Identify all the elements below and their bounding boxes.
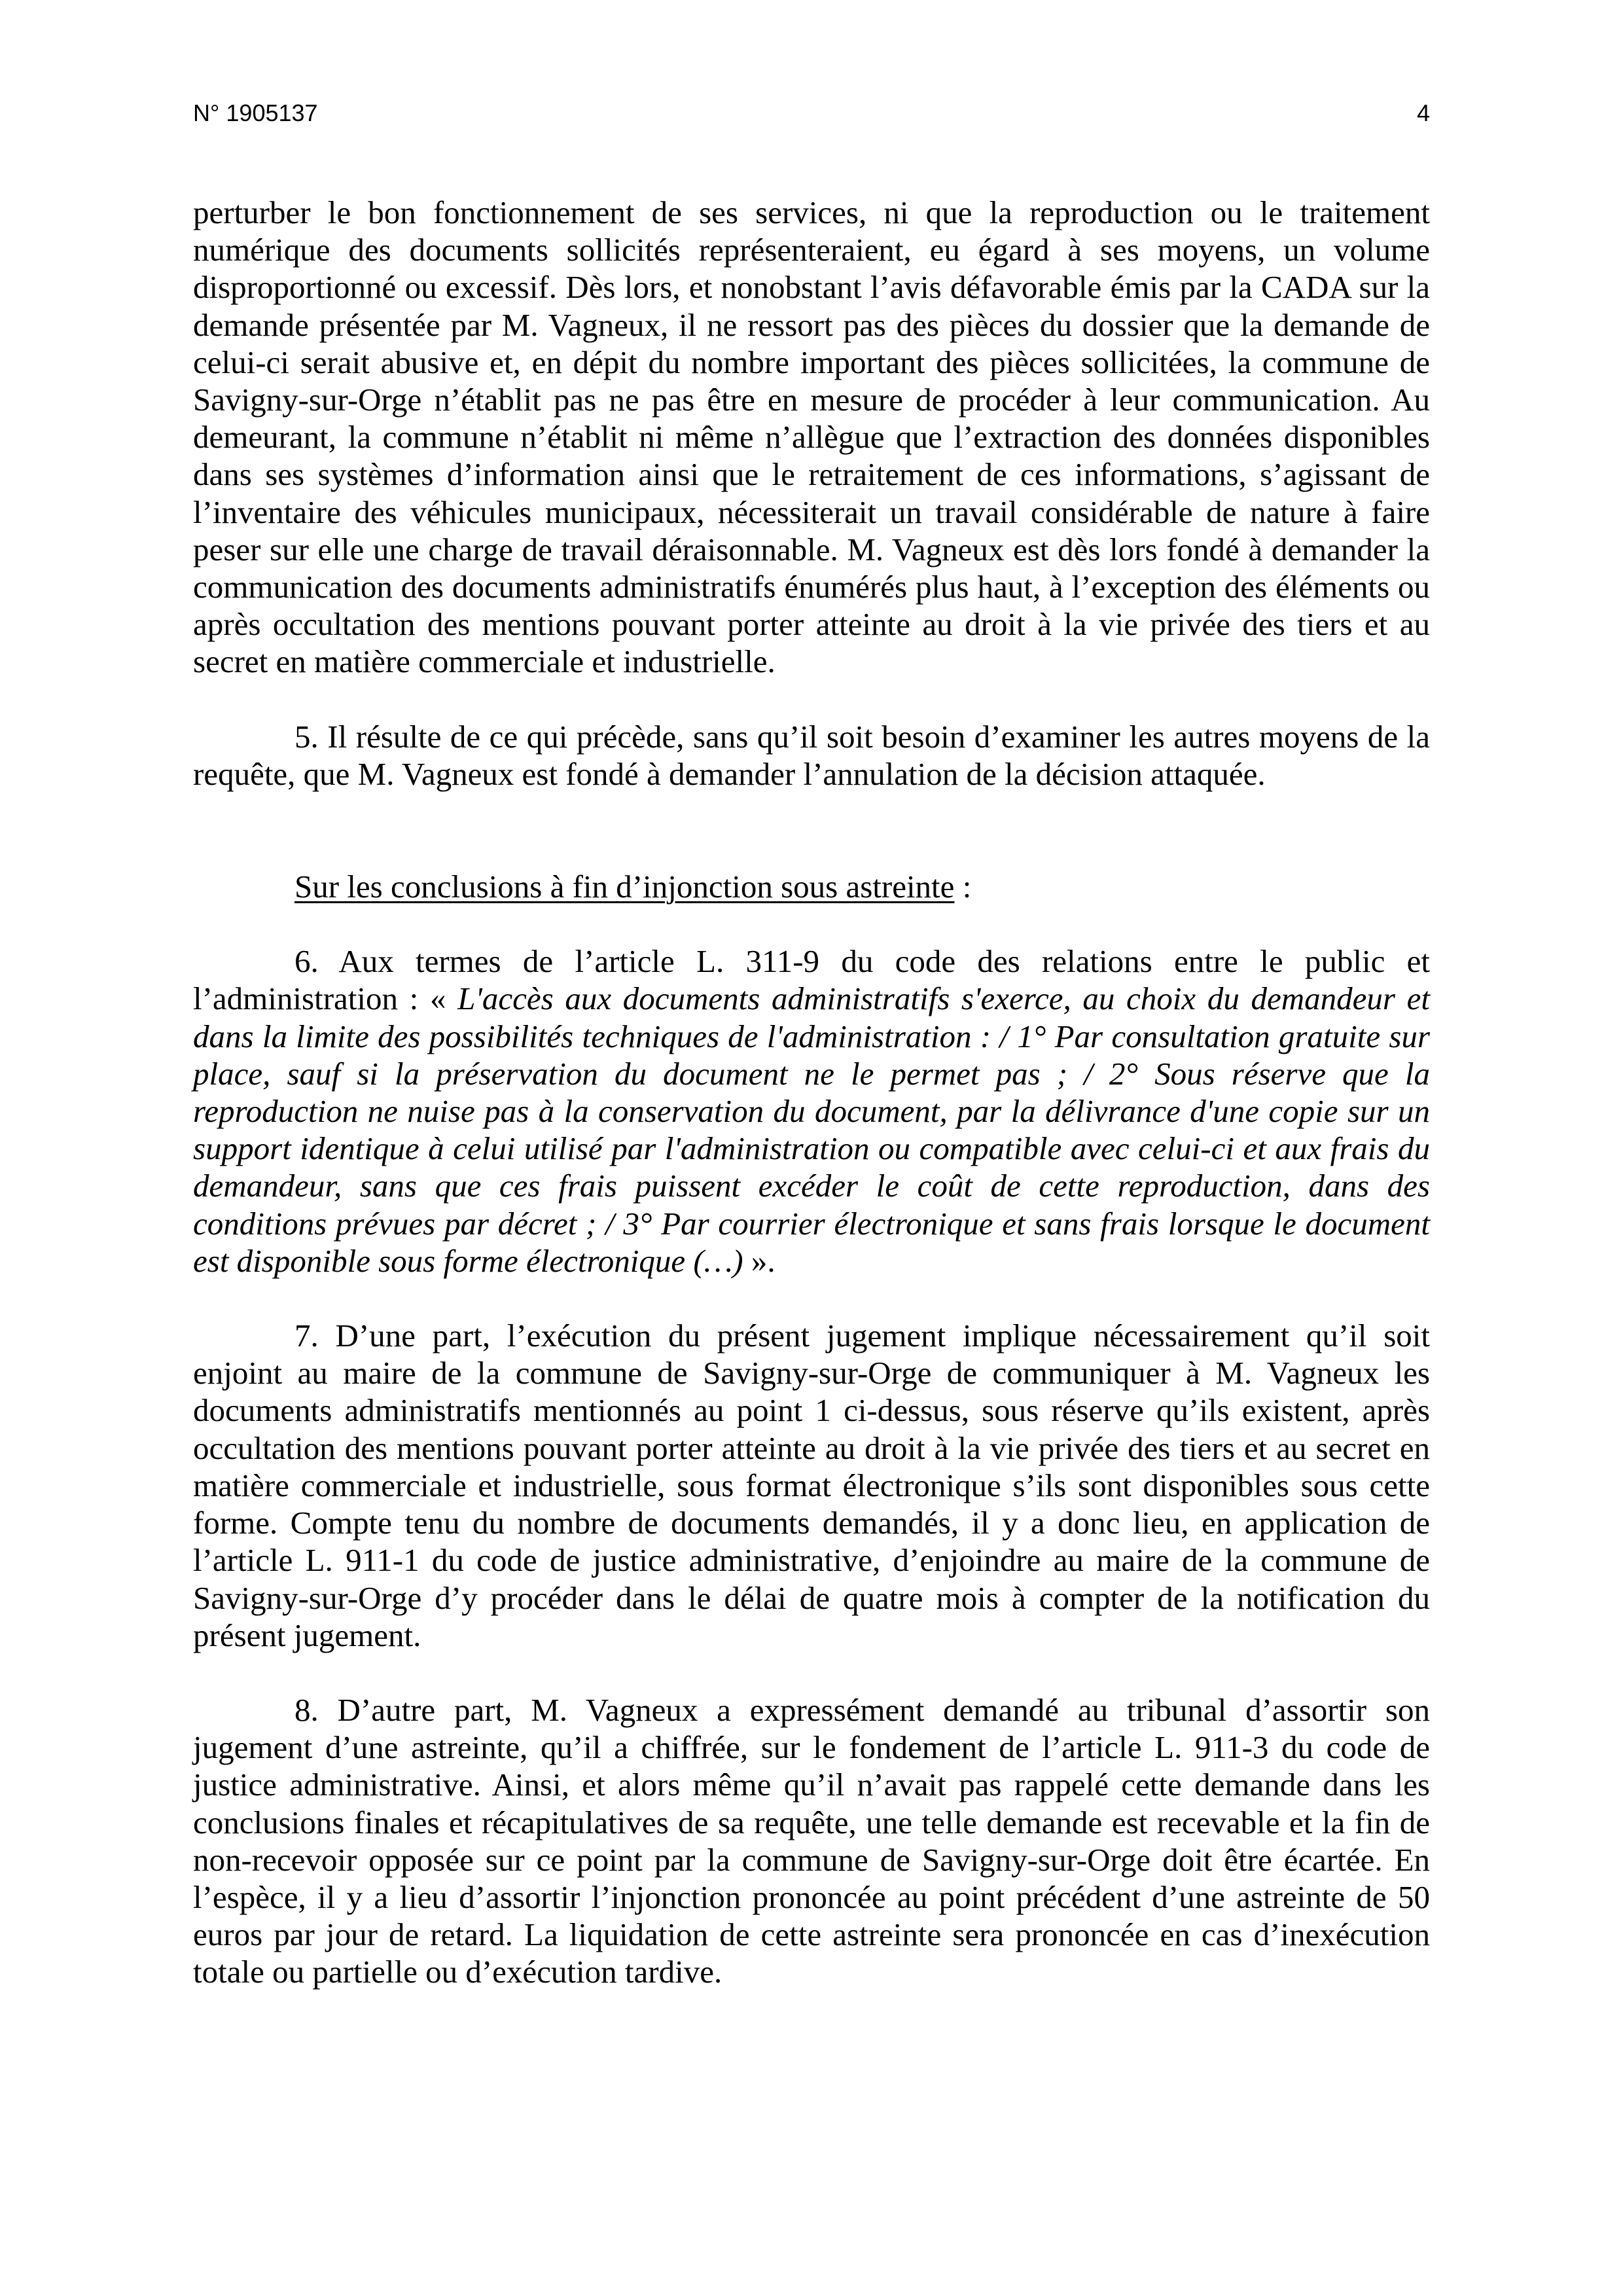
paragraph-8: 8. D’autre part, M. Vagneux a expressément demandé au tribunal d’assortir son jugement d’une astreinte, qu’il a chiffrée, sur le fondement de l’article L. 911-3 du code de justice administrative. Ainsi, et alors même qu’il n’avait pas rappelé cette demande dans les conclusions finales et récapitulatives de sa requête, une telle demande est recevable et la fin de non-recevoir opposée sur ce point par la commune de Savigny-sur-Orge doit être écartée. En l’espèce, il y a lieu d’assortir l’injonction prononcée au point précédent d’une astreinte de 50 euros par jour de retard. La liquidation de cette astreinte sera prononcée en cas d’inexécution totale ou partielle ou d’exécution tardive.: [193, 1691, 1430, 1990]
paragraph-6-intro: 6. Aux termes de l’article L. 311-9 du code des relations entre le public et l’administration : «: [193, 943, 1430, 1017]
paragraph-continuation: perturber le bon fonctionnement de ses services, ni que la reproduction ou le traitement numérique des documents sollicités représenteraient, eu égard à ses moyens, un volume disproportionné ou excessif. Dès lors, et nonobstant l’avis défavorable émis par la CADA sur la demande présentée par M. Vagneux, il ne ressort pas des pièces du dossier que la demande de celui-ci serait abusive et, en dépit du nombre important des pièces sollicitées, la commune de Savigny-sur-Orge n’établit pas ne pas être en mesure de procéder à leur communication. Au demeurant, la commune n’établit ni même n’allègue que l’extraction des données disponibles dans ses systèmes d’information ainsi que le retraitement de ces informations, s’agissant de l’inventaire des véhicules municipaux, nécessiterait un travail considérable de nature à faire peser sur elle une charge de travail déraisonnable. M. Vagneux est dès lors fondé à demander la communication des documents administratifs énumérés plus haut, à l’exception des éléments ou après occultation des mentions pouvant porter atteinte au droit à la vie privée des tiers et au secret en matière commerciale et industrielle.: [193, 194, 1430, 680]
section-heading-text: Sur les conclusions à fin d’injonction sous astreinte: [294, 869, 955, 905]
paragraph-6: [193, 942, 1430, 1280]
section-heading-colon: :: [954, 869, 972, 905]
paragraph-6-quote: L'accès aux documents administratifs s'exerce, au choix du demandeur et dans la limite des possibilités techniques de l'administration : / 1° Par consultation gratuite sur place, sauf si la préservation du document ne le permet pas ; / 2° Sous réserve que la reproduction ne nuise pas à la conservation du document, par la délivrance d'une copie sur un support identique à celui utilisé par l'administration ou compatible avec celui-ci et aux frais du demandeur, sans que ces frais puissent excéder le coût de cette reproduction, dans des conditions prévues par décret ; / 3° Par courrier électronique et sans frais lorsque le document est disponible sous forme électronique (…): [193, 980, 1430, 1279]
page-number: 4: [1416, 99, 1430, 126]
paragraph-7: 7. D’une part, l’exécution du présent jugement implique nécessairement qu’il soit enjoint au maire de la commune de Savigny-sur-Orge de communiquer à M. Vagneux les documents administratifs mentionnés au point 1 ci-dessus, sous réserve qu’ils existent, après occultation des mentions pouvant porter atteinte au droit à la vie privée des tiers et au secret en matière commerciale et industrielle, sous format électronique s’ils sont disponibles sous cette forme. Compte tenu du nombre de documents demandés, il y a donc lieu, en application de l’article L. 911-1 du code de justice administrative, d’enjoindre au maire de la commune de Savigny-sur-Orge d’y procéder dans le délai de quatre mois à compter de la notification du présent jugement.: [193, 1318, 1430, 1653]
paragraph-5: 5. Il résulte de ce qui précède, sans qu’il soit besoin d’examiner les autres moyens de la requête, que M. Vagneux est fondé à demander l’annulation de la décision attaquée.: [193, 718, 1430, 792]
case-number: N° 1905137: [193, 99, 318, 126]
document-body: [193, 194, 1430, 1991]
paragraph-6-end: ».: [743, 1242, 776, 1279]
page-header: [193, 99, 1430, 139]
section-heading: [193, 868, 1430, 905]
